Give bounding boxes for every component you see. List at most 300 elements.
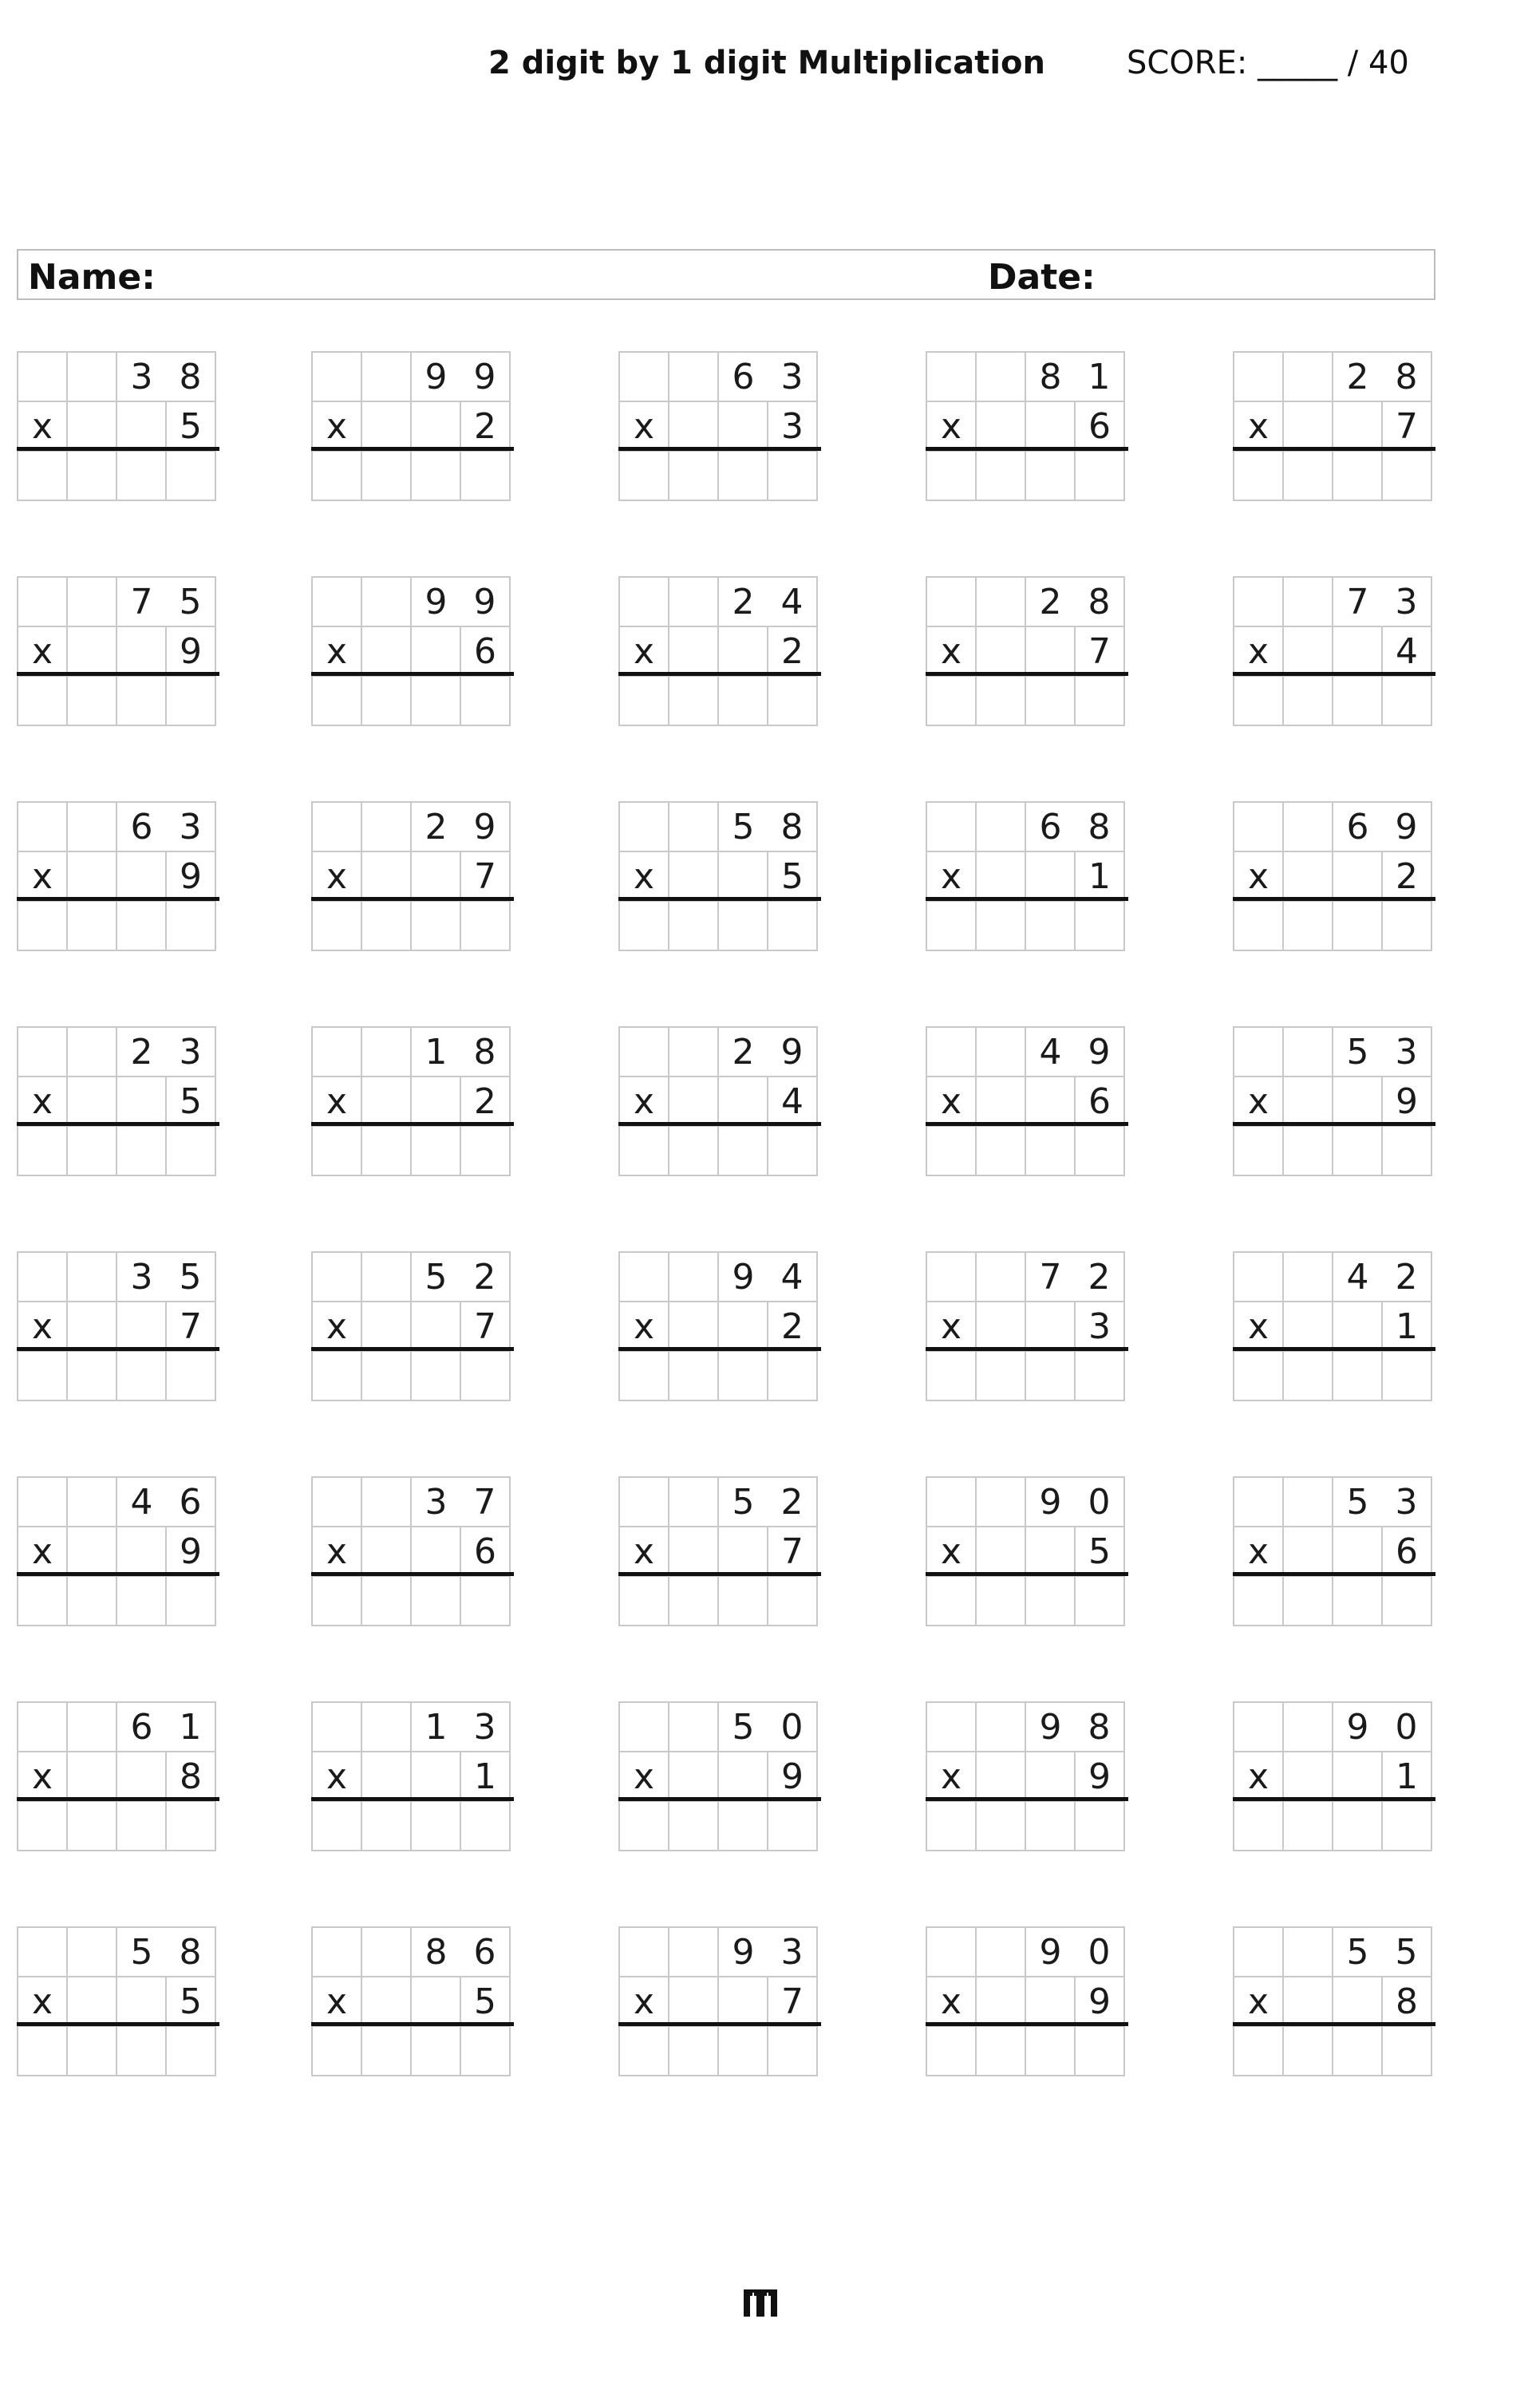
answer-cell[interactable] [412,677,461,726]
answer-cell[interactable] [1234,452,1284,501]
answer-cell[interactable] [1383,452,1432,501]
answer-cell[interactable] [768,1577,818,1626]
digit: 2 [1346,356,1369,397]
answer-cell[interactable] [620,1352,669,1401]
answer-cell[interactable] [117,902,167,951]
answer-cell[interactable] [1383,2027,1432,2076]
bottom-number: 9 [167,852,216,902]
answer-cell[interactable] [68,677,117,726]
problem-cells [17,1026,216,1176]
answer-cell[interactable] [1234,1352,1284,1401]
answer-cell[interactable] [117,677,167,726]
digit: 8 [1395,356,1418,397]
answer-cell[interactable] [313,902,362,951]
digit: 0 [1395,1706,1418,1748]
top-number [1333,1928,1432,1977]
empty-cell [412,1077,461,1127]
top-number [719,1928,818,1977]
answer-cell[interactable] [1284,2027,1333,2076]
answer-cell[interactable] [18,1802,68,1851]
empty-cell [117,1752,167,1802]
problem-cells [17,1476,216,1626]
answer-cell[interactable] [1383,1127,1432,1176]
digit: 6 [179,1481,202,1523]
answer-cell[interactable] [1333,902,1383,951]
bottom-number: 6 [1076,1077,1125,1127]
empty-cell [68,1028,117,1077]
answer-cell[interactable] [977,1352,1026,1401]
multiply-operator: x [927,1302,977,1352]
digit: 3 [1395,581,1418,622]
answer-cell[interactable] [1333,677,1383,726]
answer-cell[interactable] [167,902,216,951]
digit: 9 [473,806,496,847]
bottom-number: 4 [768,1077,818,1127]
answer-cell[interactable] [461,902,511,951]
answer-cell[interactable] [412,1577,461,1626]
answer-cell[interactable] [719,452,768,501]
answer-cell[interactable] [1284,1127,1333,1176]
empty-cell [1284,1703,1333,1752]
digit: 8 [1088,806,1111,847]
answer-cell[interactable] [18,1127,68,1176]
digit: 3 [130,356,153,397]
answer-cell[interactable] [1234,1577,1284,1626]
empty-cell [68,353,117,402]
answer-cell[interactable] [1234,902,1284,951]
answer-cell[interactable] [18,452,68,501]
answer-cell[interactable] [1383,1802,1432,1851]
answer-cell[interactable] [167,1802,216,1851]
digit: 3 [473,1706,496,1748]
multiplication-problem [926,351,1125,500]
answer-cell[interactable] [620,677,669,726]
answer-cell[interactable] [68,1352,117,1401]
answer-cell[interactable] [412,452,461,501]
answer-cell[interactable] [927,452,977,501]
multiply-operator: x [927,627,977,677]
empty-cell [927,1478,977,1527]
answer-cell[interactable] [1026,902,1076,951]
answer-cell[interactable] [461,1352,511,1401]
answer-cell[interactable] [313,1352,362,1401]
answer-cell[interactable] [461,1577,511,1626]
answer-cell[interactable] [669,452,719,501]
empty-cell [719,1077,768,1127]
answer-cell[interactable] [1026,1127,1076,1176]
answer-cell[interactable] [461,2027,511,2076]
answer-cell[interactable] [167,1352,216,1401]
bottom-number: 7 [461,852,511,902]
bottom-number: 6 [461,627,511,677]
problem-cells [926,1926,1125,2076]
answer-cell[interactable] [1234,1127,1284,1176]
empty-cell [927,1703,977,1752]
answer-cell[interactable] [719,1352,768,1401]
answer-cell[interactable] [1026,1577,1076,1626]
empty-cell [313,1703,362,1752]
problem-cells [926,576,1125,726]
answer-cell[interactable] [362,1802,412,1851]
multiply-operator: x [1234,1752,1284,1802]
multiplication-problem [926,1026,1125,1175]
answer-rule [311,2022,514,2026]
answer-cell[interactable] [927,1802,977,1851]
answer-cell[interactable] [620,452,669,501]
answer-cell[interactable] [927,677,977,726]
answer-cell[interactable] [117,452,167,501]
answer-cell[interactable] [412,902,461,951]
answer-cell[interactable] [68,2027,117,2076]
bottom-number: 1 [1383,1752,1432,1802]
digit: 3 [179,1031,202,1073]
empty-cell [362,1752,412,1802]
empty-cell [1284,1478,1333,1527]
empty-cell [719,852,768,902]
answer-cell[interactable] [719,902,768,951]
answer-cell[interactable] [117,2027,167,2076]
answer-cell[interactable] [313,452,362,501]
empty-cell [1284,627,1333,677]
answer-cell[interactable] [313,677,362,726]
top-number [412,1703,511,1752]
answer-cell[interactable] [1076,1127,1125,1176]
answer-cell[interactable] [362,452,412,501]
empty-cell [68,627,117,677]
top-number [1026,803,1125,852]
answer-rule [926,897,1128,901]
empty-cell [620,1028,669,1077]
answer-cell[interactable] [768,1127,818,1176]
empty-cell [620,803,669,852]
answer-cell[interactable] [117,1577,167,1626]
top-number [719,1703,818,1752]
empty-cell [1284,578,1333,627]
digit: 3 [780,1931,804,1973]
answer-cell[interactable] [117,1127,167,1176]
answer-cell[interactable] [927,2027,977,2076]
multiply-operator: x [1234,627,1284,677]
answer-cell[interactable] [620,2027,669,2076]
digit: 9 [1346,1706,1369,1748]
answer-cell[interactable] [1284,452,1333,501]
top-number [117,1703,216,1752]
empty-cell [669,1703,719,1752]
problem-cells [1233,1026,1432,1176]
problem-cells [618,1701,818,1851]
empty-cell [669,353,719,402]
empty-cell [719,627,768,677]
answer-cell[interactable] [167,677,216,726]
answer-cell[interactable] [1383,1577,1432,1626]
empty-cell [1284,1977,1333,2027]
problem-cells [618,1251,818,1401]
answer-cell[interactable] [1026,677,1076,726]
answer-cell[interactable] [768,2027,818,2076]
answer-cell[interactable] [167,452,216,501]
digit: 2 [732,581,755,622]
answer-cell[interactable] [117,1802,167,1851]
empty-cell [117,402,167,452]
answer-cell[interactable] [620,902,669,951]
empty-cell [68,1253,117,1302]
multiplication-problem [1233,1251,1432,1400]
answer-cell[interactable] [68,1802,117,1851]
answer-cell[interactable] [620,1577,669,1626]
answer-cell[interactable] [68,1577,117,1626]
answer-cell[interactable] [1333,2027,1383,2076]
answer-cell[interactable] [68,902,117,951]
empty-cell [362,1302,412,1352]
answer-cell[interactable] [1284,1802,1333,1851]
answer-cell[interactable] [18,1352,68,1401]
answer-cell[interactable] [117,1352,167,1401]
answer-cell[interactable] [412,2027,461,2076]
empty-cell [18,1028,68,1077]
answer-cell[interactable] [620,1127,669,1176]
answer-cell[interactable] [1383,1352,1432,1401]
answer-cell[interactable] [362,902,412,951]
multiply-operator: x [313,1302,362,1352]
digit: 6 [732,356,755,397]
answer-cell[interactable] [1234,677,1284,726]
answer-rule [17,1572,219,1576]
answer-cell[interactable] [977,452,1026,501]
answer-cell[interactable] [1076,2027,1125,2076]
answer-cell[interactable] [768,1352,818,1401]
top-number [1026,1478,1125,1527]
answer-cell[interactable] [977,902,1026,951]
empty-cell [669,852,719,902]
multiply-operator: x [927,1752,977,1802]
multiplication-problem [17,801,216,950]
answer-cell[interactable] [167,1127,216,1176]
digit: 8 [473,1031,496,1073]
answer-cell[interactable] [461,452,511,501]
empty-cell [68,1077,117,1127]
top-number [1333,578,1432,627]
answer-cell[interactable] [669,1127,719,1176]
answer-cell[interactable] [1284,902,1333,951]
answer-cell[interactable] [313,1127,362,1176]
answer-cell[interactable] [669,677,719,726]
answer-cell[interactable] [1284,677,1333,726]
answer-cell[interactable] [1026,1802,1076,1851]
digit: 5 [732,806,755,847]
empty-cell [927,1028,977,1077]
answer-cell[interactable] [669,2027,719,2076]
empty-cell [68,1302,117,1352]
answer-cell[interactable] [669,1352,719,1401]
bottom-number: 5 [167,1077,216,1127]
problem-cells [926,351,1125,501]
answer-cell[interactable] [768,902,818,951]
answer-cell[interactable] [1333,1802,1383,1851]
answer-cell[interactable] [412,1802,461,1851]
answer-cell[interactable] [313,2027,362,2076]
answer-cell[interactable] [167,2027,216,2076]
multiplication-problem [17,1926,216,2075]
empty-cell [719,1752,768,1802]
answer-cell[interactable] [1076,1352,1125,1401]
answer-cell[interactable] [927,1352,977,1401]
digit: 6 [130,1706,153,1748]
problem-cells [618,1026,818,1176]
answer-cell[interactable] [620,1802,669,1851]
empty-cell [68,578,117,627]
empty-cell [669,1928,719,1977]
answer-cell[interactable] [719,1577,768,1626]
score-label: SCORE: _____ / 40 [1127,45,1409,81]
answer-cell[interactable] [768,677,818,726]
empty-cell [412,852,461,902]
answer-cell[interactable] [18,902,68,951]
answer-cell[interactable] [719,1802,768,1851]
answer-cell[interactable] [461,677,511,726]
empty-cell [1333,852,1383,902]
answer-cell[interactable] [1076,1577,1125,1626]
empty-cell [977,1077,1026,1127]
answer-cell[interactable] [1026,2027,1076,2076]
multiplication-problem [1233,351,1432,500]
problem-cells [1233,1476,1432,1626]
answer-cell[interactable] [362,1352,412,1401]
digit: 1 [424,1031,448,1073]
digit: 7 [1039,1256,1062,1298]
top-number [719,578,818,627]
multiplication-problem [926,1251,1125,1400]
answer-cell[interactable] [669,902,719,951]
digit: 5 [1395,1931,1418,1973]
answer-cell[interactable] [669,1802,719,1851]
answer-cell[interactable] [313,1802,362,1851]
answer-cell[interactable] [1076,902,1125,951]
answer-cell[interactable] [461,1802,511,1851]
answer-cell[interactable] [1284,1352,1333,1401]
answer-cell[interactable] [18,677,68,726]
top-number [719,1478,818,1527]
top-number [1333,803,1432,852]
digit: 3 [130,1256,153,1298]
problem-cells [1233,1251,1432,1401]
name-label: Name: [28,257,156,298]
answer-rule [311,1797,514,1801]
problem-cells [1233,351,1432,501]
answer-rule [618,447,821,451]
empty-cell [18,578,68,627]
answer-cell[interactable] [18,1577,68,1626]
answer-cell[interactable] [977,2027,1026,2076]
empty-cell [117,1302,167,1352]
multiplication-problem [618,1476,818,1625]
problem-cells [311,1701,511,1851]
answer-cell[interactable] [1076,452,1125,501]
answer-cell[interactable] [977,1127,1026,1176]
answer-cell[interactable] [1076,1802,1125,1851]
answer-cell[interactable] [167,1577,216,1626]
multiply-operator: x [620,627,669,677]
answer-cell[interactable] [1234,1802,1284,1851]
digit: 8 [1088,581,1111,622]
answer-cell[interactable] [768,1802,818,1851]
answer-cell[interactable] [313,1577,362,1626]
answer-cell[interactable] [719,2027,768,2076]
empty-cell [1333,1977,1383,2027]
answer-rule [17,1122,219,1126]
empty-cell [117,852,167,902]
answer-cell[interactable] [977,677,1026,726]
answer-cell[interactable] [1234,2027,1284,2076]
multiplication-problem [1233,576,1432,725]
answer-rule [311,447,514,451]
answer-cell[interactable] [1333,1352,1383,1401]
empty-cell [1284,353,1333,402]
answer-cell[interactable] [977,1577,1026,1626]
multiplication-problem [311,1251,511,1400]
multiplication-problem [17,1026,216,1175]
multiply-operator: x [620,1752,669,1802]
answer-cell[interactable] [1026,452,1076,501]
empty-cell [1284,1928,1333,1977]
empty-cell [412,402,461,452]
answer-cell[interactable] [927,1577,977,1626]
empty-cell [362,1703,412,1752]
answer-cell[interactable] [1333,1577,1383,1626]
answer-cell[interactable] [927,902,977,951]
answer-cell[interactable] [412,1352,461,1401]
answer-cell[interactable] [362,2027,412,2076]
empty-cell [1284,852,1333,902]
empty-cell [977,803,1026,852]
answer-cell[interactable] [18,2027,68,2076]
answer-rule [17,1797,219,1801]
answer-cell[interactable] [1076,677,1125,726]
answer-cell[interactable] [362,1127,412,1176]
answer-cell[interactable] [977,1802,1026,1851]
name-date-bar [17,249,1435,300]
answer-cell[interactable] [461,1127,511,1176]
answer-cell[interactable] [362,1577,412,1626]
empty-cell [1284,1752,1333,1802]
answer-cell[interactable] [927,1127,977,1176]
answer-cell[interactable] [768,452,818,501]
answer-rule [926,1797,1128,1801]
empty-cell [18,1478,68,1527]
answer-cell[interactable] [1333,452,1383,501]
answer-cell[interactable] [1383,677,1432,726]
empty-cell [68,1752,117,1802]
answer-cell[interactable] [1026,1352,1076,1401]
top-number [412,578,511,627]
answer-cell[interactable] [362,677,412,726]
top-number [1333,1478,1432,1527]
answer-cell[interactable] [68,452,117,501]
digit: 6 [1346,806,1369,847]
top-number [117,1478,216,1527]
answer-cell[interactable] [719,677,768,726]
answer-cell[interactable] [1383,902,1432,951]
answer-cell[interactable] [412,1127,461,1176]
answer-cell[interactable] [1333,1127,1383,1176]
answer-cell[interactable] [1284,1577,1333,1626]
answer-cell[interactable] [719,1127,768,1176]
answer-cell[interactable] [669,1577,719,1626]
multiply-operator: x [313,852,362,902]
answer-cell[interactable] [68,1127,117,1176]
answer-rule [926,672,1128,676]
multiply-operator: x [927,852,977,902]
multiply-operator: x [18,1527,68,1577]
